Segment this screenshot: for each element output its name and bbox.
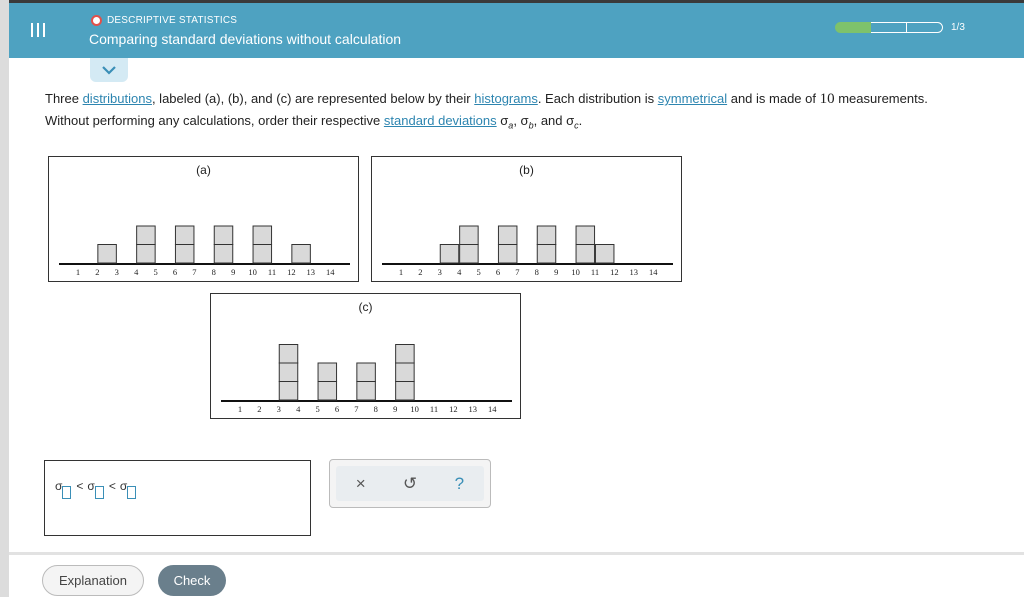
menu-icon[interactable] xyxy=(31,23,47,39)
histogram-bar-unit xyxy=(137,245,156,264)
histogram-tick-label: 14 xyxy=(487,404,497,414)
answer-slot-2[interactable] xyxy=(95,486,104,499)
question-line-1 xyxy=(45,88,1020,110)
histogram-tick-label: 3 xyxy=(276,404,281,414)
check-button[interactable]: Check xyxy=(158,565,226,596)
histogram-bar-unit xyxy=(460,226,479,245)
page-title: Comparing standard deviations without calculation xyxy=(89,31,402,47)
histogram-tick-label: 3 xyxy=(437,267,442,277)
histogram-tick-label: 2 xyxy=(418,267,423,277)
explanation-button[interactable]: Explanation xyxy=(42,565,144,596)
question-text-part: , xyxy=(513,113,521,128)
histogram-tick-label: 7 xyxy=(354,404,359,414)
progress-segment xyxy=(907,22,943,33)
progress-segment-done xyxy=(835,22,871,33)
answer-slot-3[interactable] xyxy=(127,486,136,499)
question-text-part: , labeled (a), (b), and (c) are represented below by their xyxy=(151,91,475,106)
histogram-bar-unit xyxy=(357,382,376,401)
footer-divider xyxy=(9,552,1024,555)
histogram-bar-unit xyxy=(175,226,194,245)
progress-segment xyxy=(871,22,907,33)
answer-tools xyxy=(329,459,491,508)
histogram-a xyxy=(48,156,359,282)
histogram-tick-label: 4 xyxy=(134,267,139,277)
question-line-2 xyxy=(45,110,1020,137)
question-text-part: , and xyxy=(533,113,567,128)
histogram-tick-label: 14 xyxy=(325,267,335,277)
histogram-tick-label: 2 xyxy=(257,404,262,414)
help-icon[interactable]: ? xyxy=(454,473,465,493)
progress-text: 1/3 xyxy=(951,22,965,33)
left-gutter xyxy=(0,0,9,597)
question-text-part: . Each distribution is xyxy=(537,91,658,106)
undo-icon[interactable]: ↺ xyxy=(402,473,418,493)
histogram-bar-unit xyxy=(576,245,595,264)
histogram-tick-label: 7 xyxy=(515,267,520,277)
histogram-tick-label: 5 xyxy=(476,267,481,277)
question-text-part: Three xyxy=(45,91,83,106)
histogram-tick-label: 11 xyxy=(267,267,277,277)
histogram-tick-label: 8 xyxy=(534,267,539,277)
histogram-tick-label: 6 xyxy=(495,267,501,277)
sigma-a: $\sigma_a$ xyxy=(500,113,514,131)
histogram-tick-label: 2 xyxy=(95,267,100,277)
link-histograms[interactable]: histograms xyxy=(474,91,538,106)
histogram-plot xyxy=(372,157,683,283)
histogram-tick-label: 8 xyxy=(211,267,216,277)
histogram-bar-unit xyxy=(498,245,517,264)
histogram-tick-label: 10 xyxy=(410,404,419,414)
histogram-tick-label: 4 xyxy=(457,267,462,277)
histogram-bar-unit xyxy=(318,363,337,382)
histogram-plot xyxy=(49,157,360,283)
histogram-bar-unit xyxy=(440,245,459,264)
histogram-tick-label: 10 xyxy=(248,267,257,277)
histogram-c xyxy=(210,293,521,419)
question-text-part: measurements. xyxy=(834,91,928,106)
histogram-label: (a) xyxy=(196,163,211,177)
histogram-bar-unit xyxy=(460,245,479,264)
collapse-toggle[interactable] xyxy=(90,58,128,82)
progress-indicator xyxy=(835,22,965,33)
sigma-symbol: σ xyxy=(55,479,63,493)
histogram-bar-unit xyxy=(292,245,311,264)
histogram-tick-label: 7 xyxy=(192,267,197,277)
answer-tools-inner xyxy=(336,466,484,501)
histogram-tick-label: 9 xyxy=(393,404,398,414)
histogram-bar-unit xyxy=(498,226,517,245)
histogram-plot xyxy=(211,294,522,420)
answer-box xyxy=(44,460,311,536)
chevron-down-icon xyxy=(101,65,117,75)
histogram-bar-unit xyxy=(357,363,376,382)
histogram-tick-label: 1 xyxy=(398,267,404,277)
histogram-tick-label: 3 xyxy=(114,267,119,277)
histogram-tick-label: 12 xyxy=(449,404,458,414)
question-text-part: Without performing any calculations, order their respective xyxy=(45,113,384,128)
sigma-c: $\sigma_c$ xyxy=(566,113,579,131)
histogram-bar-unit xyxy=(396,363,415,382)
sigma-symbol: σ xyxy=(87,479,95,493)
histogram-bar-unit xyxy=(318,382,337,401)
less-than-symbol: < xyxy=(76,479,84,493)
link-distributions[interactable]: distributions xyxy=(82,91,152,106)
question-text-part: and is made of xyxy=(727,91,820,106)
histogram-label: (b) xyxy=(519,163,534,177)
histogram-bar-unit xyxy=(279,345,298,364)
link-standard-deviations[interactable]: standard deviations xyxy=(383,113,497,128)
histogram-tick-label: 10 xyxy=(571,267,580,277)
histogram-tick-label: 1 xyxy=(75,267,81,277)
histogram-label: (c) xyxy=(358,300,373,314)
histogram-tick-label: 11 xyxy=(590,267,600,277)
clear-icon[interactable]: × xyxy=(355,473,366,493)
histogram-tick-label: 6 xyxy=(172,267,178,277)
histogram-tick-label: 12 xyxy=(287,267,296,277)
histogram-tick-label: 13 xyxy=(629,267,639,277)
histogram-tick-label: 13 xyxy=(306,267,316,277)
histogram-tick-label: 4 xyxy=(296,404,301,414)
histogram-bar-unit xyxy=(175,245,194,264)
histogram-tick-label: 8 xyxy=(373,404,378,414)
answer-expression xyxy=(55,479,139,499)
less-than-symbol: < xyxy=(108,479,116,493)
topic-row xyxy=(91,15,237,26)
histogram-tick-label: 14 xyxy=(648,267,658,277)
histogram-bar-unit xyxy=(396,382,415,401)
histogram-b xyxy=(371,156,682,282)
histogram-bar-unit xyxy=(537,226,556,245)
topic-label: DESCRIPTIVE STATISTICS xyxy=(107,15,238,26)
histogram-bar-unit xyxy=(253,245,271,264)
sigma-b: $\sigma_b$ xyxy=(520,113,534,131)
answer-slot-1[interactable] xyxy=(62,486,71,499)
histogram-tick-label: 9 xyxy=(554,267,559,277)
histogram-tick-label: 5 xyxy=(315,404,320,414)
sigma-symbol: σ xyxy=(119,479,128,493)
histogram-bar-unit xyxy=(137,226,156,245)
histogram-tick-label: 12 xyxy=(610,267,619,277)
histogram-bar-unit xyxy=(279,363,298,382)
histogram-bar-unit xyxy=(595,245,614,264)
histogram-tick-label: 1 xyxy=(237,404,243,414)
histogram-bar-unit xyxy=(396,345,415,364)
histogram-bar-unit xyxy=(576,226,595,245)
histogram-tick-label: 9 xyxy=(231,267,236,277)
histogram-bar-unit xyxy=(537,245,556,264)
histogram-bar-unit xyxy=(214,245,233,264)
link-symmetrical[interactable]: symmetrical xyxy=(657,91,728,106)
question-text-part: . xyxy=(578,113,583,128)
histogram-bar-unit xyxy=(279,382,298,401)
histogram-bar-unit xyxy=(253,226,271,245)
histogram-bar-unit xyxy=(214,226,233,245)
topic-status-icon xyxy=(91,15,102,26)
histogram-tick-label: 11 xyxy=(429,404,439,414)
histogram-bar-unit xyxy=(98,245,117,264)
histogram-tick-label: 6 xyxy=(334,404,340,414)
histogram-tick-label: 5 xyxy=(153,267,158,277)
question-text xyxy=(45,88,1020,137)
histogram-tick-label: 13 xyxy=(468,404,478,414)
measurement-count: 10 xyxy=(819,91,835,107)
header-bar xyxy=(9,3,1024,58)
